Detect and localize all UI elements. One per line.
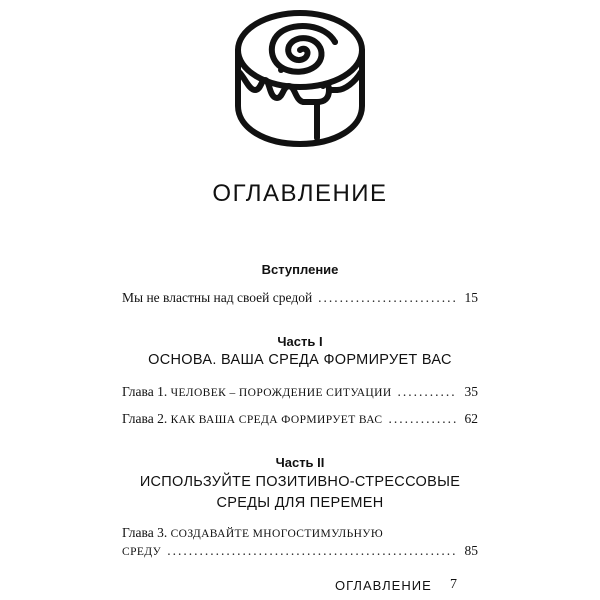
- chapter-title: ЧЕЛОВЕК – ПОРОЖДЕНИЕ СИТУАЦИИ: [170, 387, 392, 399]
- chapter-title: КАК ВАША СРЕДА ФОРМИРУЕТ ВАС: [170, 414, 383, 426]
- toc-entry-chapter-3-line-2[interactable]: [122, 543, 478, 559]
- part-2-title-line-1: ИСПОЛЬЗУЙТЕ ПОЗИТИВНО-СТРЕССОВЫЕ: [139, 474, 461, 490]
- chapter-title-continued: СРЕДУ: [122, 546, 162, 558]
- toc-entry-chapter-1[interactable]: [122, 384, 478, 400]
- dot-leader: [388, 411, 456, 427]
- toc-entry-chapter-2[interactable]: [122, 411, 478, 427]
- toc-entry-page: 62: [464, 411, 478, 426]
- page-number: 7: [450, 577, 457, 592]
- running-footer-title: ОГЛАВЛЕНИЕ: [335, 578, 432, 593]
- part-1-title: ОСНОВА. ВАША СРЕДА ФОРМИРУЕТ ВАС: [148, 352, 452, 368]
- part-2-title-line-2: СРЕДЫ ДЛЯ ПЕРЕМЕН: [216, 495, 384, 511]
- dot-leader: [318, 290, 456, 306]
- chapter-prefix: Глава 1.: [122, 384, 168, 399]
- part-1-label: Часть I: [277, 334, 323, 349]
- dot-leader: [398, 384, 456, 400]
- toc-entry-intro[interactable]: [122, 290, 478, 306]
- chapter-prefix: Глава 3.: [122, 525, 168, 540]
- cinnamon-roll-icon: [225, 6, 375, 148]
- toc-entry-chapter-3-line-1[interactable]: [122, 525, 383, 541]
- dot-leader: [167, 543, 456, 559]
- chapter-prefix: Глава 2.: [122, 411, 168, 426]
- intro-heading: Вступление: [261, 262, 339, 277]
- part-2-label: Часть II: [275, 455, 325, 470]
- toc-entry-page: 15: [464, 290, 478, 305]
- toc-entry-title: [122, 411, 382, 427]
- toc-title: ОГЛАВЛЕНИЕ: [212, 180, 388, 207]
- chapter-title: СОЗДАВАЙТЕ МНОГОСТИМУЛЬНУЮ: [170, 528, 384, 540]
- toc-entry-title: Мы не властны над своей средой: [122, 290, 313, 305]
- toc-entry-title: [122, 384, 392, 400]
- toc-entry-page: 35: [464, 384, 478, 399]
- toc-entry-page: 85: [464, 543, 478, 558]
